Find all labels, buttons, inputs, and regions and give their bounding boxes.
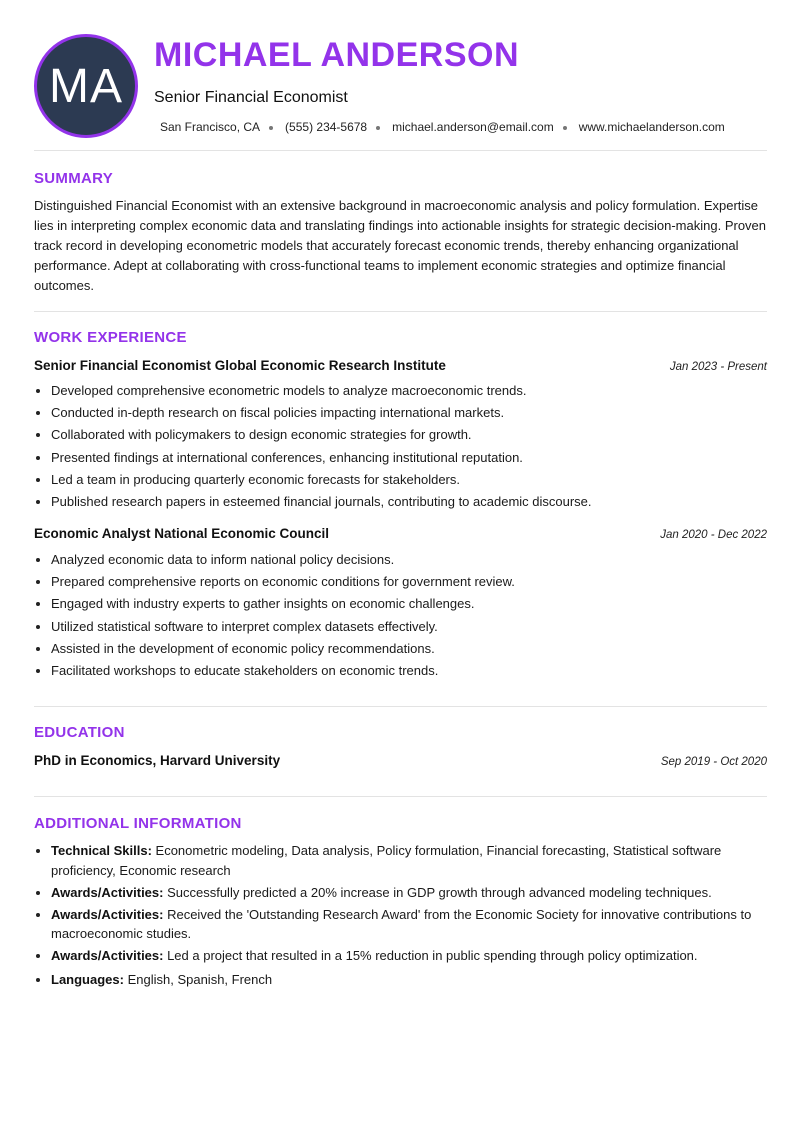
list-item [34, 883, 767, 903]
job-header [34, 526, 767, 541]
list-item: Presented findings at international conferences, enhancing institutional reputation. [34, 448, 767, 470]
candidate-role: Senior Financial Economist [154, 89, 348, 106]
item-text: Led a project that resulted in a 15% reduction in public spending through policy optimization. [163, 948, 698, 963]
item-text: English, Spanish, French [123, 971, 273, 987]
list-item: Published research papers in esteemed financial journals, contributing to academic discourse. [34, 492, 767, 514]
list-item [34, 946, 767, 966]
item-text: Econometric modeling, Data analysis, Policy formulation, Financial forecasting, Statistical software proficiency, Economic research [51, 843, 722, 878]
job-bullets [34, 550, 767, 683]
section-divider [34, 311, 767, 312]
item-text: Received the 'Outstanding Research Award' from the Economic Society for innovative contributions to macroeconomic studies. [51, 906, 752, 941]
contact-website: www.michaelanderson.com [578, 120, 725, 134]
list-item: Assisted in the development of economic policy recommendations. [34, 639, 767, 661]
avatar-initials: MA [49, 59, 123, 113]
separator-dot [269, 126, 273, 130]
section-divider [34, 706, 767, 707]
list-item: Analyzed economic data to inform national policy decisions. [34, 550, 767, 572]
list-item [34, 905, 767, 944]
candidate-name: MICHAEL ANDERSON [154, 36, 520, 74]
summary-text: Distinguished Financial Economist with an extensive background in macroeconomic analysis and policy formulation. Expertise lies in interpreting complex economic data and translating findings into actionable insights for strategic decision-making. Proven track record in developing econometric models that accurately forecast economic trends, thereby enhancing organizational performance. Adept at collaborating with cross-functional teams to implement economic strategies and optimize financial outcomes. [34, 198, 767, 293]
contact-location: San Francisco, CA [160, 120, 261, 134]
additional-info-heading: ADDITIONAL INFORMATION [34, 815, 242, 832]
job-dates: Jan 2020 - Dec 2022 [660, 529, 767, 541]
list-item: Engaged with industry experts to gather insights on economic challenges. [34, 594, 767, 616]
list-item: Collaborated with policymakers to design economic strategies for growth. [34, 425, 767, 447]
list-item: Conducted in-depth research on fiscal policies impacting international markets. [34, 403, 767, 425]
job-dates: Jan 2023 - Present [669, 361, 767, 373]
education-entry [34, 753, 767, 768]
section-divider [34, 150, 767, 151]
item-label: Awards/Activities: [51, 884, 164, 900]
job-title: Senior Financial Economist Global Economic Research Institute [34, 358, 446, 373]
list-item: Led a team in producing quarterly economic forecasts for stakeholders. [34, 470, 767, 492]
item-label: Technical Skills: [51, 843, 152, 858]
separator-dot [376, 126, 380, 130]
section-divider [34, 796, 767, 797]
degree-title: PhD in Economics, Harvard University [34, 753, 281, 768]
item-label: Awards/Activities: [51, 906, 164, 922]
list-item [34, 841, 767, 880]
education-heading: EDUCATION [34, 724, 125, 741]
summary-heading: SUMMARY [34, 170, 114, 187]
job-title: Economic Analyst National Economic Council [34, 526, 330, 541]
list-item: Prepared comprehensive reports on economic conditions for government review. [34, 572, 767, 594]
list-item: Developed comprehensive econometric models to analyze macroeconomic trends. [34, 381, 767, 403]
education-dates: Sep 2019 - Oct 2020 [660, 756, 767, 768]
list-item: Utilized statistical software to interpret complex datasets effectively. [34, 617, 767, 639]
list-item: Facilitated workshops to educate stakeholders on economic trends. [34, 661, 767, 683]
work-experience-heading: WORK EXPERIENCE [34, 329, 187, 346]
contact-phone: (555) 234-5678 [285, 120, 368, 134]
contact-email: michael.anderson@email.com [392, 120, 554, 134]
item-label: Languages: [51, 971, 124, 987]
avatar [34, 34, 138, 138]
item-text: Successfully predicted a 20% increase in GDP growth through advanced modeling techniques. [163, 884, 712, 900]
item-label: Awards/Activities: [51, 948, 164, 963]
additional-info-list [34, 841, 767, 992]
contact-line [160, 120, 725, 134]
list-item [34, 970, 767, 990]
job-header [34, 358, 767, 373]
job-bullets [34, 381, 767, 514]
separator-dot [563, 126, 567, 130]
